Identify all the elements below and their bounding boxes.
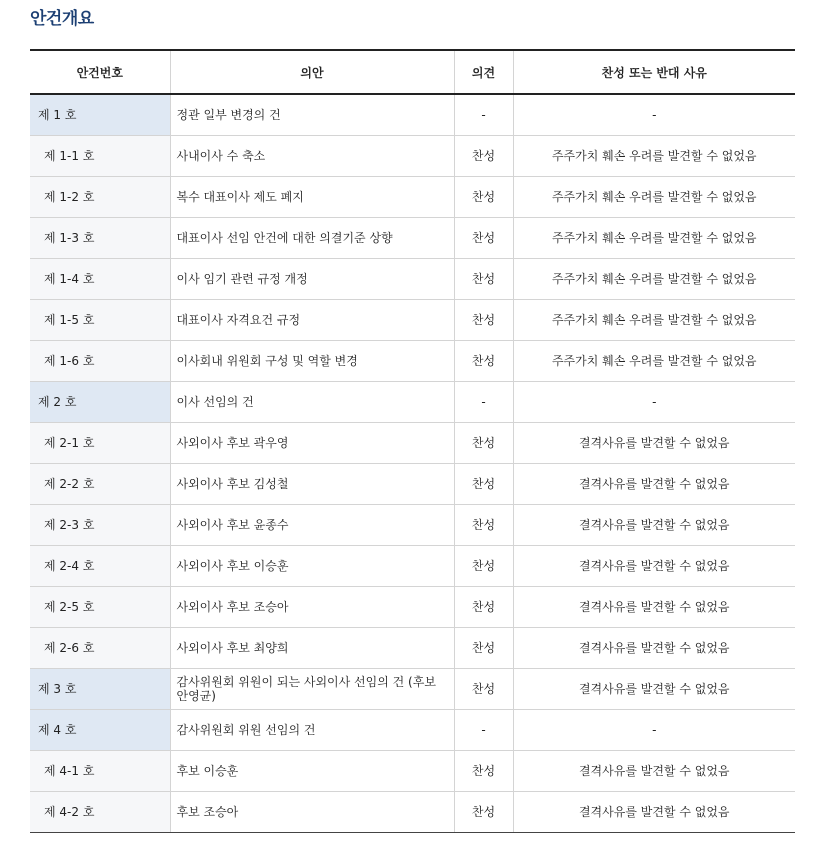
table-row	[30, 259, 795, 300]
agenda-no-cell	[30, 341, 170, 382]
opinion-cell: 찬성	[454, 423, 513, 464]
agenda-no: 제 1-4 호	[44, 272, 95, 286]
agenda-no: 제 2-5 호	[44, 600, 95, 614]
agenda-no: 제 1 호	[38, 108, 77, 122]
reason-cell: 결격사유를 발견할 수 없었음	[513, 669, 795, 710]
opinion-cell: 찬성	[454, 505, 513, 546]
bill-cell: 사외이사 후보 김성철	[170, 464, 454, 505]
header-opinion: 의견	[454, 50, 513, 94]
opinion-cell: 찬성	[454, 341, 513, 382]
table-row	[30, 464, 795, 505]
bill-cell: 감사위원회 위원 선임의 건	[170, 710, 454, 751]
table-row	[30, 710, 795, 751]
opinion-cell: -	[454, 382, 513, 423]
agenda-table-body	[30, 94, 795, 833]
opinion-cell: 찬성	[454, 218, 513, 259]
agenda-no-cell	[30, 177, 170, 218]
agenda-no-cell	[30, 300, 170, 341]
bill-cell: 대표이사 자격요건 규정	[170, 300, 454, 341]
agenda-no-cell	[30, 464, 170, 505]
table-row	[30, 177, 795, 218]
reason-cell: 결격사유를 발견할 수 없었음	[513, 423, 795, 464]
agenda-no: 제 2-1 호	[44, 436, 95, 450]
opinion-cell: 찬성	[454, 587, 513, 628]
table-row	[30, 94, 795, 136]
agenda-no: 제 2-3 호	[44, 518, 95, 532]
table-row	[30, 341, 795, 382]
reason-cell: 결격사유를 발견할 수 없었음	[513, 546, 795, 587]
reason-cell: 주주가치 훼손 우려를 발견할 수 없었음	[513, 218, 795, 259]
agenda-no-cell	[30, 218, 170, 259]
opinion-cell: 찬성	[454, 628, 513, 669]
reason-cell: 결격사유를 발견할 수 없었음	[513, 505, 795, 546]
bill-cell: 대표이사 선임 안건에 대한 의결기준 상향	[170, 218, 454, 259]
table-row	[30, 382, 795, 423]
agenda-no: 제 3 호	[38, 682, 77, 696]
opinion-cell: 찬성	[454, 669, 513, 710]
table-row	[30, 136, 795, 177]
reason-cell: -	[513, 382, 795, 423]
agenda-no: 제 1-5 호	[44, 313, 95, 327]
table-row	[30, 628, 795, 669]
agenda-no-cell	[30, 751, 170, 792]
bill-cell: 감사위원회 위원이 되는 사외이사 선임의 건 (후보 안영균)	[170, 669, 454, 710]
header-agenda-no: 안건번호	[30, 50, 170, 94]
bill-cell: 사외이사 후보 윤종수	[170, 505, 454, 546]
bill-cell: 후보 이승훈	[170, 751, 454, 792]
agenda-no-cell	[30, 669, 170, 710]
agenda-no-cell	[30, 792, 170, 833]
table-row	[30, 792, 795, 833]
agenda-no: 제 1-6 호	[44, 354, 95, 368]
agenda-no-cell	[30, 710, 170, 751]
agenda-no: 제 4-1 호	[44, 764, 95, 778]
opinion-cell: 찬성	[454, 177, 513, 218]
reason-cell: 주주가치 훼손 우려를 발견할 수 없었음	[513, 177, 795, 218]
table-row	[30, 300, 795, 341]
agenda-no: 제 2-2 호	[44, 477, 95, 491]
reason-cell: 결격사유를 발견할 수 없었음	[513, 751, 795, 792]
opinion-cell: 찬성	[454, 792, 513, 833]
agenda-no-cell	[30, 423, 170, 464]
table-row	[30, 587, 795, 628]
bill-cell: 후보 조승아	[170, 792, 454, 833]
agenda-no: 제 4 호	[38, 723, 77, 737]
agenda-no-cell	[30, 628, 170, 669]
agenda-no-cell	[30, 587, 170, 628]
agenda-no-cell	[30, 259, 170, 300]
agenda-no: 제 4-2 호	[44, 805, 95, 819]
agenda-no: 제 2 호	[38, 395, 77, 409]
bill-cell: 정관 일부 변경의 건	[170, 94, 454, 136]
agenda-no: 제 1-2 호	[44, 190, 95, 204]
header-reason: 찬성 또는 반대 사유	[513, 50, 795, 94]
table-row	[30, 751, 795, 792]
reason-cell: 결격사유를 발견할 수 없었음	[513, 587, 795, 628]
bill-cell: 이사 선임의 건	[170, 382, 454, 423]
reason-cell: 주주가치 훼손 우려를 발견할 수 없었음	[513, 300, 795, 341]
agenda-no-cell	[30, 382, 170, 423]
table-row	[30, 546, 795, 587]
reason-cell: 결격사유를 발견할 수 없었음	[513, 792, 795, 833]
page-title: 안건개요	[30, 9, 94, 29]
opinion-cell: 찬성	[454, 300, 513, 341]
table-row	[30, 669, 795, 710]
agenda-no: 제 1-3 호	[44, 231, 95, 245]
agenda-no-cell	[30, 546, 170, 587]
agenda-no-cell	[30, 94, 170, 136]
reason-cell: 주주가치 훼손 우려를 발견할 수 없었음	[513, 136, 795, 177]
reason-cell: 주주가치 훼손 우려를 발견할 수 없었음	[513, 341, 795, 382]
opinion-cell: 찬성	[454, 464, 513, 505]
header-bill: 의안	[170, 50, 454, 94]
bill-cell: 사외이사 후보 조승아	[170, 587, 454, 628]
reason-cell: 결격사유를 발견할 수 없었음	[513, 628, 795, 669]
bill-cell: 사내이사 수 축소	[170, 136, 454, 177]
opinion-cell: 찬성	[454, 751, 513, 792]
reason-cell: -	[513, 710, 795, 751]
bill-cell: 이사회내 위원회 구성 및 역할 변경	[170, 341, 454, 382]
opinion-cell: -	[454, 710, 513, 751]
agenda-no: 제 2-4 호	[44, 559, 95, 573]
table-header-row	[30, 50, 795, 94]
bill-cell: 복수 대표이사 제도 폐지	[170, 177, 454, 218]
agenda-no: 제 1-1 호	[44, 149, 95, 163]
agenda-no-cell	[30, 505, 170, 546]
table-row	[30, 423, 795, 464]
opinion-cell: 찬성	[454, 259, 513, 300]
table-row	[30, 505, 795, 546]
agenda-table	[30, 49, 795, 833]
opinion-cell: 찬성	[454, 546, 513, 587]
reason-cell: 결격사유를 발견할 수 없었음	[513, 464, 795, 505]
bill-cell: 사외이사 후보 최양희	[170, 628, 454, 669]
reason-cell: 주주가치 훼손 우려를 발견할 수 없었음	[513, 259, 795, 300]
opinion-cell: -	[454, 94, 513, 136]
bill-cell: 이사 임기 관련 규정 개정	[170, 259, 454, 300]
reason-cell: -	[513, 94, 795, 136]
opinion-cell: 찬성	[454, 136, 513, 177]
agenda-no-cell	[30, 136, 170, 177]
table-row	[30, 218, 795, 259]
bill-cell: 사외이사 후보 곽우영	[170, 423, 454, 464]
bill-cell: 사외이사 후보 이승훈	[170, 546, 454, 587]
agenda-no: 제 2-6 호	[44, 641, 95, 655]
